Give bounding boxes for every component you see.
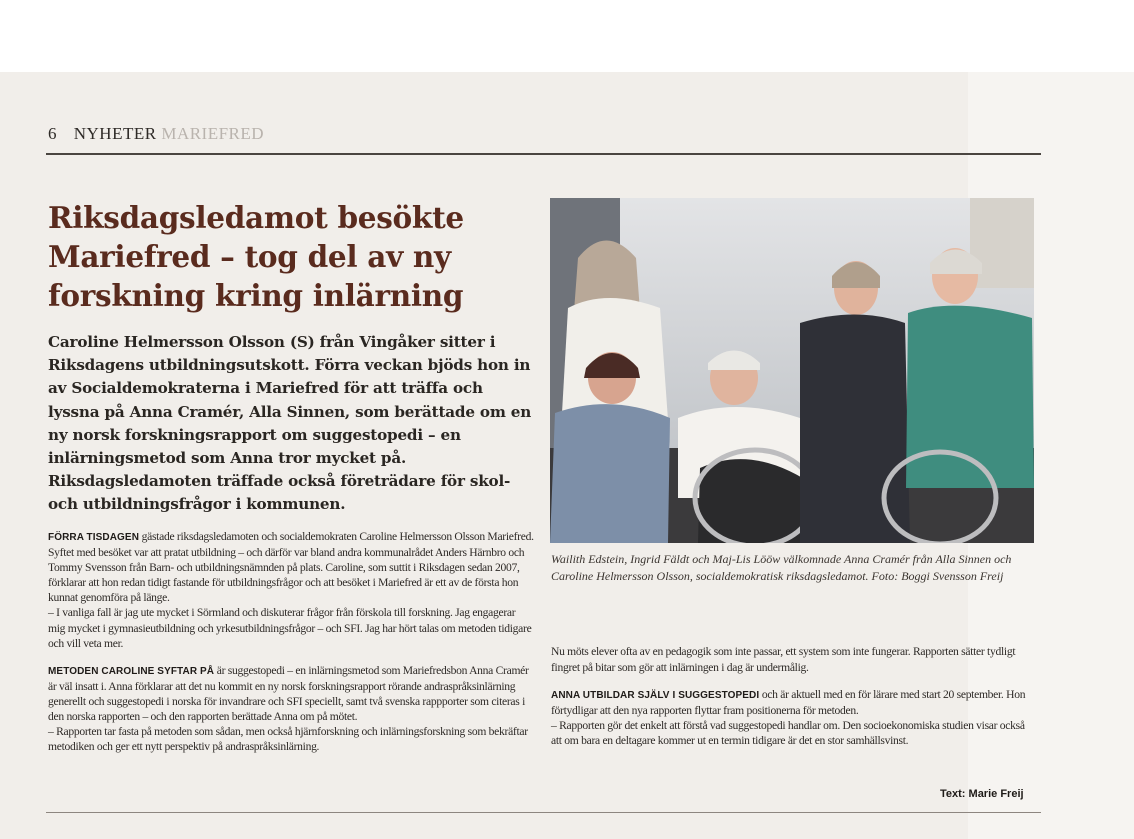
section-name: NYHETER [73,124,157,143]
body-paragraph [48,529,534,651]
paragraph-text: Nu möts elever ofta av en pedagogik som inte passar, ett system som inte fungerar. Rapporten sätter tydligt fingret på bitar som gör att inlärningen i dag är undermålig. [551,645,1016,675]
header-rule [46,153,1041,155]
body-paragraph [551,644,1035,675]
paragraph-text: och är aktuell med en för lärare med start 20 september. Hon förtydligar att den nya rapporten flyttar fram positionerna för metoden. [551,688,1026,718]
body-paragraph [551,687,1035,748]
paragraph-quote: – Rapporten gör det enkelt att förstå vad suggestopedi handlar om. Den socioekonomiska studien visar också att om bara en deltagare kommer ut en termin tidigare är det en stor samhällsvinst. [551,719,1025,748]
article-headline: Riksdagsledamot besökte Mariefred – tog del av ny forskning kring inlärning [48,200,464,313]
paragraph-text: gästade riksdagsledamoten och socialdemokraten Caroline Helmersson Olsson Mariefred. Syftet med besöket var att pratat utbildning – och därför var bland andra kommunalrådet Anders Härnbro och Tommy Svensson från Barn- och utbildningsnämnden på plats. Caroline, som suttit i Riksdagen sedan 2007, förklarar att hon redan tidigt fastande för utbildningsfrågor och att besöket i Mariefred är ett av de första hon kunnat genomföra på länge. [48,530,534,605]
right-body-column [551,644,1035,761]
photo-caption: Wailith Edstein, Ingrid Fäldt och Maj-Lis Lööw välkomnade Anna Cramér från Alla Sinnen och Caroline Helmersson Olsson, socialdemokratisk riksdagsledamot. Foto: Boggi Svensson Freij [551,552,1012,583]
page-number: 6 [48,124,57,143]
group-photo-illustration [550,198,1034,543]
paragraph-quote: – I vanliga fall är jag ute mycket i Sörmland och diskuterar frågor från förskola till forskning. Jag engagerar mig mycket i gymnasieutbildning och yrkesutbildningsfrågor – och SFI. Jag har hört talas om metoden tidigare och vill veta mer. [48,606,532,650]
article-credit [940,788,1024,800]
section-locale: MARIEFRED [161,124,265,143]
paragraph-kicker: ANNA UTBILDAR SJÄLV I SUGGESTOPEDI [551,690,760,702]
credit-label: Text: [940,788,966,800]
paragraph-kicker: FÖRRA TISDAGEN [48,532,140,543]
article-lede: Caroline Helmersson Olsson (S) från Vingåker sitter i Riksdagens utbildningsutskott. Förra veckan bjöds hon in av Socialdemokraterna i Mariefred för att träffa och lyssna på Anna Cramér, Alla Sinnen, som berättade om en ny norsk forskningsrapport om suggestopedi – en inlärningsmetod som Anna tror mycket på. Riksdagsledamoten träffade också företrädare för skol- och utbildningsfrågor i kommunen. [48,333,532,514]
paragraph-kicker: METODEN CAROLINE SYFTAR PÅ [48,665,215,677]
credit-byline: Marie Freij [968,788,1024,800]
paragraph-quote: – Rapporten tar fasta på metoden som sådan, men också hjärnforskning och inlärningsforskning som bekräftar metodiken och ger ett nytt perspektiv på andraspråksinlärning. [48,725,528,754]
body-paragraph [48,663,534,755]
paragraph-text: är suggestopedi – en inlärningsmetod som Mariefredsbon Anna Cramér är väl insatt i. Anna förklarar att det nu kommit en ny norsk forskningsrapport rörande andraspråksinlärning generellt och suggestopedi i norska för invandrare och SFI speciellt, samt två svenska rappporter som citeras i den norska rapporten – och den rapporten berättade Anna om på mötet. [48,663,529,724]
left-body-column [48,529,534,766]
page-header [48,124,264,146]
article-photo [550,198,1034,543]
footer-rule [46,812,1041,813]
